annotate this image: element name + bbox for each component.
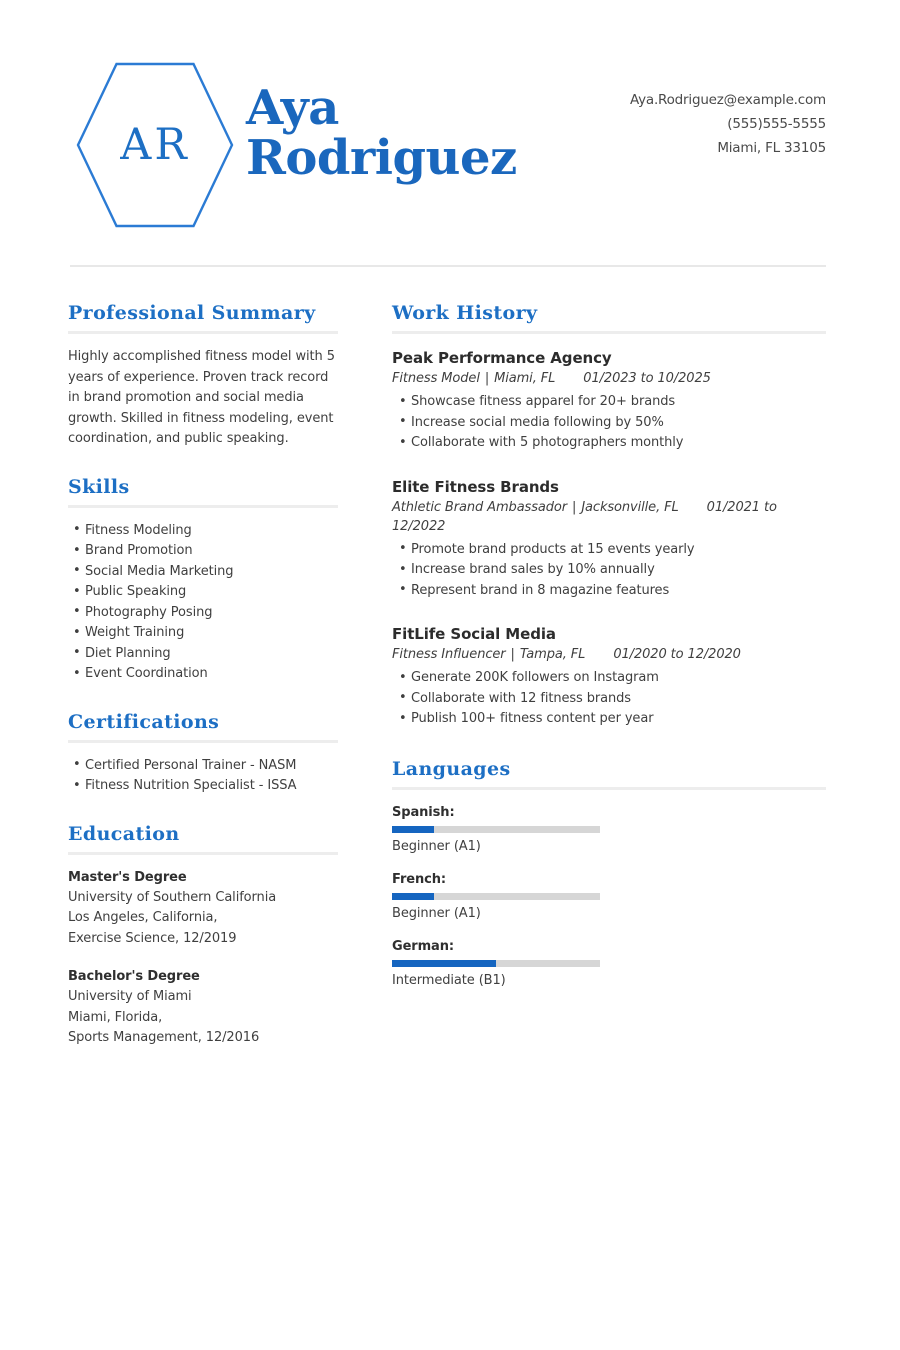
- list-item: • Photography Posing: [68, 603, 338, 624]
- language-progress-track: [392, 960, 600, 967]
- job-role: Fitness Model: [392, 371, 480, 386]
- section-education: [68, 821, 338, 1049]
- job-separator: |: [572, 499, 577, 515]
- section-title-certifications: Certifications: [68, 710, 220, 733]
- header-divider: [70, 265, 826, 267]
- first-name: Aya: [246, 80, 339, 136]
- resume-header: [0, 0, 900, 258]
- list-item: • Event Coordination: [68, 664, 338, 685]
- job-meta: [392, 369, 826, 388]
- contact-location: Miami, FL 33105: [717, 140, 826, 156]
- contact-phone: (555)555-5555: [727, 116, 826, 132]
- list-item: • Certified Personal Trainer - NASM: [68, 756, 338, 777]
- list-item: • Public Speaking: [68, 582, 338, 603]
- language-item: [392, 870, 600, 923]
- skills-list: [68, 521, 338, 685]
- summary-text: Highly accomplished fitness model with 5 years of experience. Proven track record in brand promotion and social media growth. Skilled in fitness modeling, event coordination, and public speaking.: [68, 349, 335, 446]
- list-item: • Publish 100+ fitness content per year: [392, 709, 826, 730]
- job-location: Tampa, FL: [519, 647, 586, 662]
- job-entry: [392, 476, 826, 602]
- language-name: French:: [392, 871, 446, 887]
- list-item: • Showcase fitness apparel for 20+ brands: [392, 392, 826, 413]
- education-school: University of Miami: [68, 989, 192, 1004]
- education-location: Los Angeles, California,: [68, 910, 218, 925]
- section-certifications: [68, 709, 338, 797]
- language-level: Intermediate (B1): [392, 972, 506, 988]
- section-rule: [68, 331, 338, 334]
- monogram-initials: AR: [120, 119, 190, 170]
- job-company: Elite Fitness Brands: [392, 477, 559, 496]
- list-item: • Collaborate with 5 photographers monthly: [392, 433, 826, 454]
- list-item: • Brand Promotion: [68, 541, 338, 562]
- list-item: • Increase brand sales by 10% annually: [392, 560, 826, 581]
- language-progress-fill: [392, 893, 434, 900]
- section-title-languages: Languages: [392, 757, 511, 780]
- list-item: • Represent brand in 8 magazine features: [392, 581, 826, 602]
- section-title-work-history: Work History: [392, 302, 538, 324]
- language-progress-fill: [392, 960, 496, 967]
- section-rule: [68, 740, 338, 743]
- education-entry: [68, 967, 338, 1049]
- section-skills: [68, 474, 338, 685]
- list-item: • Collaborate with 12 fitness brands: [392, 689, 826, 710]
- list-item: • Weight Training: [68, 623, 338, 644]
- languages-grid: [392, 803, 826, 1004]
- list-item: • Diet Planning: [68, 644, 338, 665]
- job-location: Miami, FL: [494, 371, 556, 386]
- education-field-date: Sports Management, 12/2016: [68, 1030, 260, 1045]
- job-meta: [392, 498, 826, 536]
- section-rule: [68, 852, 338, 855]
- job-location: Jacksonville, FL: [581, 499, 679, 515]
- job-dates: 01/2021 to 12/2022: [392, 499, 777, 534]
- work-history-list: [392, 347, 826, 730]
- education-entry: [68, 868, 338, 950]
- education-school: University of Southern California: [68, 889, 277, 905]
- contact-block: [630, 88, 826, 160]
- section-rule: [68, 505, 338, 508]
- job-bullets: [392, 540, 826, 602]
- job-separator: |: [510, 647, 515, 662]
- education-degree: Bachelor's Degree: [68, 969, 200, 984]
- language-progress-track: [392, 893, 600, 900]
- language-name: Spanish:: [392, 804, 455, 820]
- job-company: FitLife Social Media: [392, 625, 556, 643]
- language-progress-track: [392, 826, 600, 833]
- job-bullets: [392, 392, 826, 454]
- job-entry: [392, 347, 826, 454]
- section-title-skills: Skills: [68, 475, 130, 498]
- list-item: • Fitness Modeling: [68, 521, 338, 542]
- job-meta: [392, 645, 826, 664]
- section-rule: [392, 331, 826, 334]
- list-item: • Social Media Marketing: [68, 562, 338, 583]
- contact-email: Aya.Rodriguez@example.com: [629, 92, 826, 108]
- section-title-education: Education: [68, 822, 180, 845]
- list-item: • Increase social media following by 50%: [392, 413, 826, 434]
- right-column: [392, 300, 826, 1008]
- section-work-history: [392, 300, 826, 730]
- section-languages: [392, 756, 826, 1004]
- candidate-name: [246, 80, 576, 186]
- section-professional-summary: [68, 300, 338, 450]
- language-level: Beginner (A1): [392, 905, 481, 921]
- list-item: • Promote brand products at 15 events yearly: [392, 540, 826, 561]
- language-name: German:: [392, 938, 454, 954]
- language-item: [392, 803, 600, 856]
- certifications-list: [68, 756, 338, 797]
- job-role: Fitness Influencer: [392, 647, 506, 662]
- list-item: • Fitness Nutrition Specialist - ISSA: [68, 776, 338, 797]
- job-entry: [392, 623, 826, 730]
- language-level: Beginner (A1): [392, 838, 481, 854]
- job-dates: 01/2020 to 12/2020: [613, 647, 741, 662]
- job-role: Athletic Brand Ambassador: [392, 499, 568, 515]
- job-bullets: [392, 668, 826, 730]
- section-title-summary: Professional Summary: [68, 302, 316, 324]
- education-field-date: Exercise Science, 12/2019: [68, 930, 237, 946]
- list-item: • Generate 200K followers on Instagram: [392, 668, 826, 689]
- left-column: [68, 300, 338, 1053]
- last-name: Rodriguez: [246, 130, 517, 186]
- job-dates: 01/2023 to 10/2025: [583, 371, 711, 386]
- monogram-badge: [76, 62, 234, 228]
- job-separator: |: [484, 371, 490, 386]
- job-company: Peak Performance Agency: [392, 349, 612, 367]
- education-location: Miami, Florida,: [68, 1009, 163, 1025]
- language-progress-fill: [392, 826, 434, 833]
- education-list: [68, 868, 338, 1049]
- education-degree: Master's Degree: [68, 869, 187, 885]
- language-item: [392, 937, 600, 990]
- section-rule: [392, 787, 826, 790]
